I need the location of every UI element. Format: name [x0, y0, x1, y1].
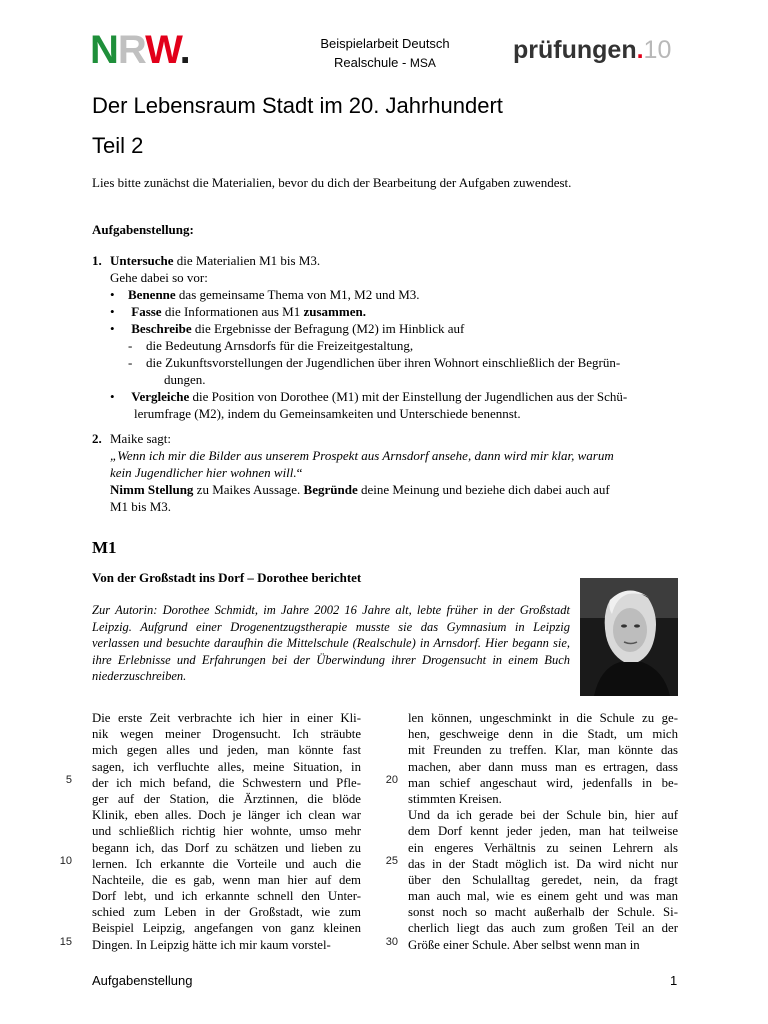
task-1-line-2: Gehe dabei so vor:	[110, 270, 208, 285]
line-number: 10	[59, 855, 72, 867]
m1-subheading: Von der Großstadt ins Dorf – Dorothee berichtet	[92, 570, 362, 585]
text-line: das in der Stadt möglich ist. Da wird nicht nur	[408, 856, 678, 871]
line-number: 30	[385, 936, 398, 948]
text-line: hen, geschweige denn in die Stadt, um mich	[408, 727, 678, 742]
portrait-image	[580, 578, 678, 696]
text-line: mit Freunden zu treffen. Klar, man könnte das	[408, 743, 678, 758]
text-line: ein engeres Verhältnis zu seinen Lehrern als	[408, 840, 678, 855]
task-2-line-1	[92, 430, 692, 447]
intro-text: Lies bitte zunächst die Materialien, bevor du dich der Bearbeitung der Aufgaben zuwendest.	[92, 175, 572, 190]
bullet-verb-2: zusammen.	[303, 304, 366, 319]
line-number: 20	[385, 774, 398, 786]
task-2-quote-line-2	[92, 464, 692, 481]
task-1-dash-continuation: dungen.	[164, 372, 206, 387]
text-line: sonst noch so macht außerhalb der Schule. Si-	[408, 905, 678, 920]
bullet-text: die Position von Dorothee (M1) mit der Einstellung der Jugendlichen aus der Schü-	[189, 389, 628, 404]
text-line: und schließlich richtig hier wohnte, umso mehr	[92, 824, 361, 839]
bullet-text: die Informationen aus M1	[161, 304, 304, 319]
bullet-text: das gemeinsame Thema von M1, M2 und M3.	[175, 287, 420, 302]
text-line: cherlich liegt das auch zum großen Teil an der	[408, 921, 678, 936]
header-line-1: Beispielarbeit Deutsch	[320, 36, 450, 51]
text-line: Beispiel Leipzig, angefangen von ganz kleinen	[92, 921, 361, 936]
line-number: 25	[385, 855, 398, 867]
text-line: lernen. Ich erkannte die Vorteile und auch die	[92, 856, 361, 871]
text-line: über den Schulalltag geredet, nein, da fragt	[408, 872, 678, 887]
text-line: nik wegen meiner Drogensucht. Ich sträubte	[92, 727, 361, 742]
task-1-bullet	[92, 320, 692, 337]
nrw-logo-w: W	[145, 28, 180, 72]
task-1-bullet-continuation: lerumfrage (M2), indem du Gemeinsamkeiten und Unterschiede benennst.	[134, 406, 521, 421]
task-1	[92, 252, 692, 422]
bullet-verb: Benenne	[128, 287, 176, 302]
task-2-quote-line-1	[92, 447, 692, 464]
bullet-text: die Ergebnisse der Befragung (M2) im Hinblick auf	[191, 321, 465, 336]
bullet-icon: •	[110, 389, 115, 404]
line-number: 5	[65, 774, 72, 786]
footer-section-label: Aufgabenstellung	[92, 973, 193, 988]
quote-text: kein Jugendlicher hier wohnen will.	[110, 465, 297, 480]
dash-icon: -	[128, 355, 133, 370]
task-1-dash-item	[92, 337, 692, 354]
text-line: machen, aber dann muss man es ertragen, dass	[408, 759, 678, 774]
header-school-type: Realschule -	[334, 55, 410, 70]
task-2-text-2: deine Meinung und beziehe dich dabei auch auf	[357, 482, 610, 497]
nrw-logo-dot: .	[179, 28, 190, 72]
pruefungen-logo	[513, 34, 671, 66]
task-1-line-1	[92, 252, 692, 269]
task-2-verb-1: Nimm Stellung	[110, 482, 194, 497]
task-2-verb-2: Begründe	[303, 482, 358, 497]
bullet-icon: •	[110, 321, 115, 336]
header-line-2	[290, 53, 480, 73]
line-number: 15	[59, 936, 72, 948]
text-line: sagen, ich verfluchte alles, meine Situation, in	[92, 759, 361, 774]
author-photo	[580, 578, 678, 696]
task-1-rest: die Materialien M1 bis M3.	[173, 253, 321, 268]
task-2-instruction	[92, 481, 692, 498]
task-1-bullet	[92, 388, 692, 405]
text-line: mich gegen alles und jeden, man könnte fast	[92, 743, 361, 758]
quote-end: “	[296, 465, 303, 480]
text-line: Nachteile, die es gab, wenn man hier auf dem	[92, 872, 361, 887]
quote-text: „Wenn ich mir die Bilder aus unserem Prospekt aus Arnsdorf ansehe, dann wird mir klar, warum	[110, 448, 614, 463]
text-line: der ich mich befand, die Schwestern und Pfle-	[92, 775, 361, 790]
task-2-number: 2.	[92, 431, 102, 446]
text-line: Die erste Zeit verbrachte ich hier in einer Kli-	[92, 711, 361, 725]
task-2	[92, 430, 692, 515]
page-subtitle: Teil 2	[92, 133, 144, 158]
text-line: Dingen. In Leipzig hätte ich mir kaum vorstel-	[92, 937, 331, 952]
header-msa: MSA	[409, 56, 436, 70]
dash-icon: -	[128, 338, 133, 353]
text-line: begann ich, das Dorf zu schätzen und lieben zu	[92, 840, 361, 855]
task-1-bullet	[92, 286, 692, 303]
pruefungen-word: prüfungen	[513, 36, 637, 64]
text-line: schied zum Leben in der Großstadt, wie zum	[92, 905, 361, 920]
text-line: dem Dorf kennt jeder jeden, man hat teilweise	[408, 824, 678, 839]
text-line: Und da ich gerade bei der Schule bin, hier auf	[408, 808, 678, 823]
m1-author-intro: Zur Autorin: Dorothee Schmidt, im Jahre 2002 16 Jahre alt, lebte früher in der Großstadt Leipzig. Aufgrund einer Drogenentzugstherapie musste sie das Gymnasium in Leipzig verlassen und besuchte daraufhin die Mittelschule (Realschule) in Arnsdorf. Hier begann sie, ihre Erlebnisse und Erfahrungen bei der Überwindung ihrer Drogensucht in einem Buch niederzuschreiben.	[92, 603, 570, 683]
nrw-logo-n: N	[90, 28, 118, 72]
text-line: len können, ungeschminkt in die Schule zu ge-	[408, 711, 678, 725]
text-line: Dorf lebt, und ich erkannte schnell den Unter-	[92, 889, 361, 904]
task-1-dash-item	[92, 354, 692, 371]
m1-text-column-right	[408, 710, 678, 953]
page-title: Der Lebensraum Stadt im 20. Jahrhundert	[92, 93, 503, 118]
aufgaben-heading: Aufgabenstellung:	[92, 222, 194, 237]
text-line: man auch mal, wie es einem geht und was man	[408, 889, 678, 904]
text-line: Größe einer Schule. Aber selbst wenn man in	[408, 937, 640, 952]
bullet-verb: Vergleiche	[131, 389, 190, 404]
task-1-verb: Untersuche	[110, 253, 174, 268]
task-1-number: 1.	[92, 253, 102, 268]
task-2-text-1: zu Maikes Aussage.	[193, 482, 304, 497]
m1-heading: M1	[92, 538, 117, 557]
dash-text: die Bedeutung Arnsdorfs für die Freizeitgestaltung,	[146, 338, 414, 353]
text-line: stimmten Kreisen.	[408, 791, 502, 806]
bullet-icon: •	[110, 287, 115, 302]
task-2-last-line: M1 bis M3.	[110, 499, 172, 514]
dash-text: die Zukunftsvorstellungen der Jugendlichen über ihren Wohnort einschließlich der Begrün-	[146, 355, 621, 370]
header-center	[290, 34, 480, 73]
pruefungen-number: 10	[643, 36, 672, 64]
page-number: 1	[670, 973, 678, 988]
nrw-logo	[90, 30, 190, 70]
bullet-verb: Fasse	[131, 304, 162, 319]
nrw-logo-r: R	[117, 28, 146, 72]
task-2-intro: Maike sagt:	[110, 431, 172, 446]
text-line: Klinik, eben alles. Doch je länger ich clean war	[92, 808, 361, 823]
text-line: ger auf der Station, die Ärztinnen, die blöde	[92, 791, 361, 806]
task-1-bullet	[92, 303, 692, 320]
pruefungen-dot: .	[636, 36, 644, 64]
bullet-icon: •	[110, 304, 115, 319]
bullet-verb: Beschreibe	[131, 321, 192, 336]
text-line: man schief angeschaut wird, jedenfalls in be-	[408, 775, 678, 790]
m1-text-column-left	[92, 710, 361, 953]
